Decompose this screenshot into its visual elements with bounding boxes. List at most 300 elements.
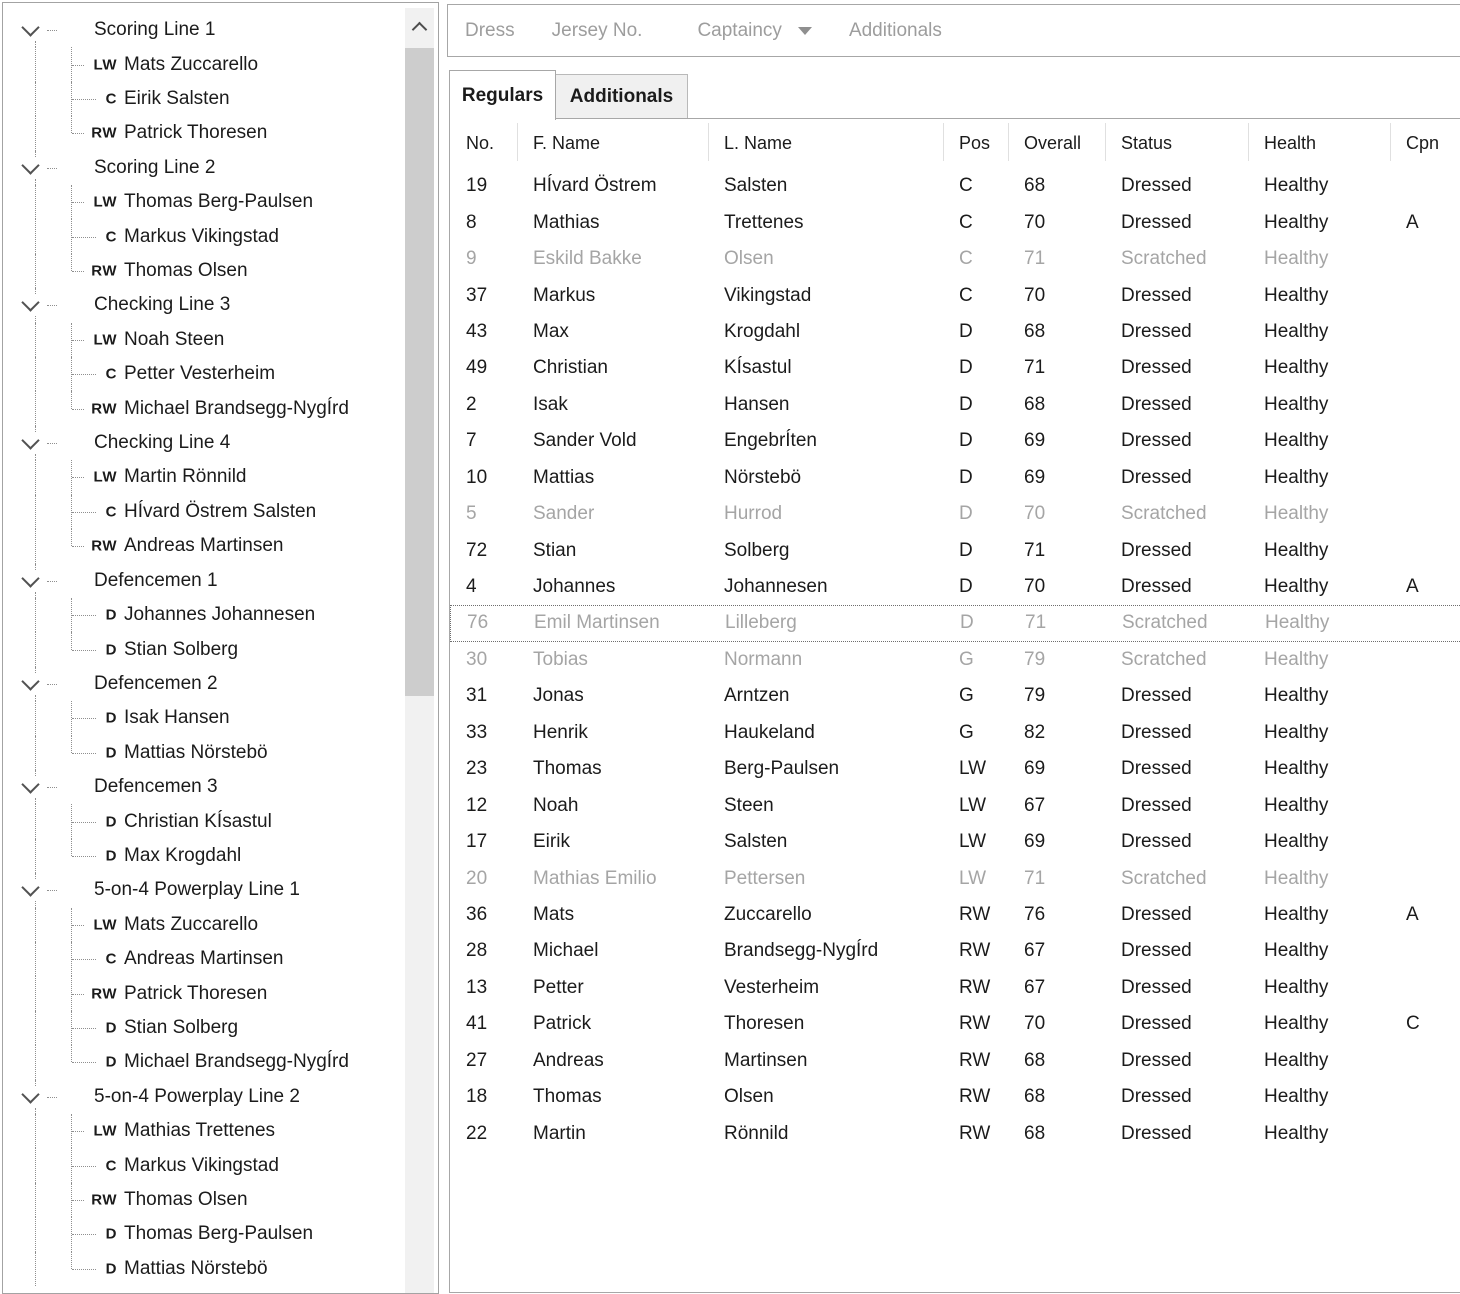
cell-pos: C: [959, 211, 973, 233]
cell-overall: 68: [1024, 1122, 1046, 1144]
cell-lname: Hansen: [724, 393, 790, 415]
tree-connector: [35, 770, 36, 776]
cell-health: Healthy: [1264, 794, 1329, 816]
tree-connector: [35, 288, 36, 294]
cell-fname: Patrick: [533, 1013, 592, 1035]
player-position-label: LW: [93, 331, 117, 349]
table-row[interactable]: [450, 605, 1460, 641]
cell-health: Healthy: [1264, 284, 1329, 306]
tree-player-row[interactable]: [3, 1011, 402, 1045]
tree-group-row[interactable]: [3, 564, 402, 598]
cell-health: Healthy: [1264, 503, 1329, 525]
cell-fname: Markus: [533, 284, 596, 306]
player-position-label: RW: [91, 985, 117, 1003]
tree-player-row[interactable]: [3, 1183, 402, 1217]
tree-player-row[interactable]: [3, 391, 402, 425]
table-row[interactable]: [450, 933, 1460, 969]
table-row[interactable]: [450, 1006, 1460, 1042]
cell-fname: Isak: [533, 393, 568, 415]
cell-overall: 70: [1024, 576, 1046, 598]
tree-player-row[interactable]: [3, 254, 402, 288]
table-header-row: [450, 119, 1460, 168]
cell-no: 43: [466, 320, 488, 342]
player-position-label: D: [105, 1053, 117, 1071]
cell-lname: Olsen: [724, 248, 774, 270]
cell-health: Healthy: [1264, 175, 1329, 197]
line-group-label: Checking Line 4: [94, 432, 231, 454]
cell-fname: Thomas: [533, 758, 602, 780]
line-group-label: 5-on-4 Powerplay Line 1: [94, 879, 300, 901]
tree-connector: [71, 1252, 72, 1269]
tree-group-row[interactable]: [3, 770, 402, 804]
toolbar-item-additionals[interactable]: [849, 20, 942, 42]
chevron-down-icon[interactable]: [21, 569, 39, 587]
chevron-down-icon[interactable]: [21, 294, 39, 312]
cell-health: Healthy: [1264, 940, 1329, 962]
column-header-overall[interactable]: Overall: [1008, 119, 1105, 168]
cell-overall: 68: [1024, 175, 1046, 197]
cell-lname: Lilleberg: [725, 612, 797, 634]
table-row[interactable]: [450, 423, 1460, 459]
tree-player-row[interactable]: [3, 460, 402, 494]
cell-health: Healthy: [1264, 831, 1329, 853]
cell-lname: Brandsegg-NygÍrd: [724, 940, 879, 962]
cell-fname: Noah: [533, 794, 579, 816]
tree-scrollbar[interactable]: [405, 8, 434, 1293]
player-name: Thomas Berg-Paulsen: [124, 1223, 314, 1245]
cell-no: 20: [466, 867, 488, 889]
tree-connector: [47, 1097, 57, 1098]
cell-cpn: C: [1406, 1013, 1420, 1035]
cell-lname: KÍsastul: [724, 357, 792, 379]
cell-health: Healthy: [1264, 721, 1329, 743]
cell-fname: Sander Vold: [533, 430, 637, 452]
tree-connector: [35, 185, 36, 219]
player-name: Stian Solberg: [124, 1016, 239, 1038]
cell-lname: Salsten: [724, 831, 788, 853]
chevron-down-icon[interactable]: [21, 1085, 39, 1103]
table-row[interactable]: [450, 897, 1460, 933]
tree-player-row[interactable]: [3, 323, 402, 357]
tree-player-row[interactable]: [3, 219, 402, 253]
tree-connector: [71, 1045, 72, 1062]
player-position-label: LW: [93, 916, 117, 934]
cell-no: 23: [466, 758, 488, 780]
cell-overall: 79: [1024, 648, 1046, 670]
cell-lname: Arntzen: [724, 685, 790, 707]
player-position-label: RW: [91, 1191, 117, 1209]
player-name: Andreas Martinsen: [124, 948, 284, 970]
column-header-cpn[interactable]: Cpn: [1390, 119, 1460, 168]
cell-health: Healthy: [1264, 758, 1329, 780]
cell-lname: Krogdahl: [724, 320, 801, 342]
tree-player-row[interactable]: [3, 1252, 402, 1286]
chevron-down-icon[interactable]: [21, 775, 39, 793]
tree-connector: [35, 1114, 36, 1148]
tree-player-row[interactable]: [3, 736, 402, 770]
cell-pos: D: [959, 320, 973, 342]
tree-player-row[interactable]: [3, 1045, 402, 1079]
tree-connector: [35, 47, 36, 81]
column-header-no[interactable]: No.: [466, 133, 495, 153]
toolbar-item-label: Jersey No.: [551, 19, 643, 41]
cell-no: 7: [466, 430, 477, 452]
tree-connector: [35, 495, 36, 529]
player-name: Petter Vesterheim: [124, 363, 276, 385]
cell-no: 10: [466, 466, 488, 488]
tree-group-row[interactable]: [3, 151, 402, 185]
cell-overall: 69: [1024, 831, 1046, 853]
cell-status: Scratched: [1121, 867, 1207, 889]
cell-no: 33: [466, 721, 488, 743]
tree-player-row[interactable]: [3, 632, 402, 666]
cell-no: 12: [466, 794, 488, 816]
player-position-label: LW: [93, 468, 117, 486]
cell-status: Dressed: [1121, 211, 1192, 233]
tree-player-row[interactable]: [3, 804, 402, 838]
player-name: Mats Zuccarello: [124, 913, 259, 935]
cell-lname: Pettersen: [724, 867, 806, 889]
tree-connector: [35, 391, 36, 425]
player-name: Mattias Nörstebö: [124, 1257, 268, 1279]
player-position-label: RW: [91, 537, 117, 555]
cell-fname: Mathias Emilio: [533, 867, 657, 889]
cell-fname: Eirik: [533, 831, 570, 853]
tree-connector: [71, 391, 72, 408]
table-row[interactable]: [450, 350, 1460, 386]
tree-connector: [47, 787, 57, 788]
tree-connector: [35, 667, 36, 673]
tree-connector: [47, 890, 57, 891]
table-row[interactable]: [450, 496, 1460, 532]
table-body: [450, 168, 1460, 1152]
table-row[interactable]: [450, 532, 1460, 568]
table-row[interactable]: [450, 970, 1460, 1006]
cell-fname: Andreas: [533, 1049, 604, 1071]
cell-status: Dressed: [1121, 393, 1192, 415]
cell-pos: D: [959, 357, 973, 379]
cell-status: Dressed: [1121, 685, 1192, 707]
column-header-status[interactable]: Status: [1105, 119, 1248, 168]
cell-overall: 82: [1024, 721, 1046, 743]
cell-no: 41: [466, 1013, 488, 1035]
player-name: Christian KÍsastul: [124, 810, 272, 832]
table-row[interactable]: [450, 824, 1460, 860]
chevron-down-icon[interactable]: [21, 19, 39, 37]
cell-status: Scratched: [1121, 248, 1207, 270]
tree-connector: [47, 168, 57, 169]
cell-pos: D: [959, 466, 973, 488]
table-row[interactable]: [450, 715, 1460, 751]
toolbar-item-captaincy[interactable]: [697, 20, 812, 42]
cell-no: 27: [466, 1049, 488, 1071]
cell-fname: Stian: [533, 539, 577, 561]
dropdown-caret-icon[interactable]: [798, 27, 812, 35]
cell-fname: Tobias: [533, 648, 588, 670]
cell-pos: RW: [959, 1086, 991, 1108]
cell-no: 36: [466, 903, 488, 925]
table-row[interactable]: [450, 1079, 1460, 1115]
line-group-label: Defencemen 2: [94, 672, 218, 694]
tree-connector: [35, 151, 36, 157]
toolbar: [447, 4, 1460, 57]
tree-player-row[interactable]: [3, 82, 402, 116]
cell-pos: RW: [959, 1013, 991, 1035]
cell-no: 76: [467, 612, 489, 634]
cell-status: Dressed: [1121, 357, 1192, 379]
player-position-label: C: [105, 90, 117, 108]
cell-status: Dressed: [1121, 831, 1192, 853]
tree-connector: [71, 254, 72, 271]
cell-lname: Johannesen: [724, 576, 828, 598]
cell-fname: Thomas: [533, 1086, 602, 1108]
tree-connector: [35, 460, 36, 494]
tree-player-row[interactable]: [3, 1217, 402, 1251]
cell-overall: 70: [1024, 503, 1046, 525]
table-row[interactable]: [450, 204, 1460, 240]
tree-connector: [35, 357, 36, 391]
table-row[interactable]: [450, 314, 1460, 350]
scrollbar-up-button[interactable]: [405, 8, 434, 46]
player-name: HÍvard Östrem Salsten: [124, 500, 317, 522]
cell-pos: G: [959, 685, 974, 707]
cell-health: Healthy: [1265, 612, 1330, 634]
chevron-down-icon[interactable]: [21, 156, 39, 174]
tree-connector: [35, 1045, 36, 1079]
tree-connector: [47, 30, 57, 31]
cell-overall: 71: [1024, 248, 1046, 270]
player-position-label: D: [105, 641, 117, 659]
cell-status: Dressed: [1121, 430, 1192, 452]
tree-group-row[interactable]: [3, 667, 402, 701]
table-row[interactable]: [450, 787, 1460, 823]
cell-no: 2: [466, 393, 477, 415]
tab-additionals[interactable]: Additionals: [556, 74, 688, 119]
player-name: Markus Vikingstad: [124, 225, 279, 247]
cell-pos: D: [959, 393, 973, 415]
cell-overall: 71: [1024, 357, 1046, 379]
tree-player-row[interactable]: [3, 598, 402, 632]
table-row[interactable]: [450, 751, 1460, 787]
cell-pos: LW: [959, 867, 987, 889]
table-row[interactable]: [450, 277, 1460, 313]
cell-overall: 71: [1025, 612, 1047, 634]
cell-overall: 68: [1024, 320, 1046, 342]
toolbar-item-dress[interactable]: [465, 20, 515, 42]
chevron-down-icon[interactable]: [21, 879, 39, 897]
tree-connector: [35, 839, 36, 873]
cell-no: 22: [466, 1122, 488, 1144]
cell-status: Dressed: [1121, 940, 1192, 962]
tree-connector: [35, 908, 36, 942]
cell-fname: Emil Martinsen: [534, 612, 660, 634]
cell-lname: Solberg: [724, 539, 790, 561]
cell-health: Healthy: [1264, 648, 1329, 670]
tree-connector: [35, 701, 36, 735]
cell-lname: Steen: [724, 794, 774, 816]
table-row[interactable]: [450, 241, 1460, 277]
cell-lname: Thoresen: [724, 1013, 805, 1035]
cell-overall: 70: [1024, 211, 1046, 233]
player-position-label: D: [105, 813, 117, 831]
table-row[interactable]: [450, 1115, 1460, 1151]
tree-connector: [71, 529, 72, 546]
cell-overall: 70: [1024, 1013, 1046, 1035]
cell-status: Dressed: [1121, 175, 1192, 197]
line-group-label: Defencemen 1: [94, 569, 218, 591]
tree-connector: [35, 942, 36, 976]
player-position-label: D: [105, 744, 117, 762]
tree-group-row[interactable]: [3, 426, 402, 460]
player-position-label: C: [105, 365, 117, 383]
tree-connector: [71, 116, 72, 133]
toolbar-item-jersey-no[interactable]: [552, 20, 643, 42]
tree-group-row[interactable]: [3, 1080, 402, 1114]
tree-connector: [71, 839, 72, 856]
tree-connector: [35, 736, 36, 770]
tree-player-row[interactable]: [3, 976, 402, 1010]
cell-pos: D: [959, 576, 973, 598]
cell-fname: Michael: [533, 940, 599, 962]
tree-connector: [35, 873, 36, 879]
cell-lname: Vikingstad: [724, 284, 812, 306]
lines-tree-panel: [2, 2, 439, 1294]
cell-no: 28: [466, 940, 488, 962]
tree-connector: [35, 632, 36, 666]
tree-player-row[interactable]: [3, 1148, 402, 1182]
chevron-down-icon[interactable]: [21, 672, 39, 690]
cell-fname: Henrik: [533, 721, 588, 743]
cell-status: Dressed: [1121, 284, 1192, 306]
tree-player-row[interactable]: [3, 839, 402, 873]
cell-health: Healthy: [1264, 430, 1329, 452]
tree-player-row[interactable]: [3, 1114, 402, 1148]
cell-status: Dressed: [1121, 1049, 1192, 1071]
player-name: Noah Steen: [124, 328, 225, 350]
cell-overall: 71: [1024, 539, 1046, 561]
tree-player-row[interactable]: [3, 116, 402, 150]
column-header-health[interactable]: Health: [1248, 119, 1390, 168]
table-row[interactable]: [450, 387, 1460, 423]
tree-player-row[interactable]: [3, 357, 402, 391]
table-row[interactable]: [450, 678, 1460, 714]
cell-fname: Max: [533, 320, 569, 342]
player-position-label: RW: [91, 124, 117, 142]
cell-health: Healthy: [1264, 1013, 1329, 1035]
tree-connector: [35, 1148, 36, 1182]
cell-lname: Vesterheim: [724, 976, 820, 998]
cell-no: 18: [466, 1086, 488, 1108]
cell-cpn: A: [1406, 903, 1419, 925]
cell-health: Healthy: [1264, 248, 1329, 270]
tree-group-row[interactable]: [3, 873, 402, 907]
cell-lname: Berg-Paulsen: [724, 758, 840, 780]
cell-overall: 68: [1024, 1049, 1046, 1071]
line-group-label: Scoring Line 2: [94, 156, 216, 178]
table-row[interactable]: [450, 569, 1460, 605]
cell-pos: RW: [959, 903, 991, 925]
cell-no: 30: [466, 648, 488, 670]
cell-no: 49: [466, 357, 488, 379]
tree-group-row[interactable]: [3, 288, 402, 322]
player-position-label: C: [105, 503, 117, 521]
cell-health: Healthy: [1264, 685, 1329, 707]
scrollbar-thumb[interactable]: [405, 48, 434, 696]
tab-regulars[interactable]: Regulars: [449, 70, 556, 120]
table-row[interactable]: [450, 168, 1460, 204]
tree-connector: [35, 1252, 36, 1286]
tree-connector: [47, 684, 57, 685]
player-position-label: C: [105, 950, 117, 968]
tree-group-row[interactable]: [3, 13, 402, 47]
cell-cpn: A: [1406, 576, 1419, 598]
cell-fname: Mats: [533, 903, 575, 925]
player-name: Mattias Nörstebö: [124, 741, 268, 763]
table-row[interactable]: [450, 860, 1460, 896]
player-position-label: D: [105, 1019, 117, 1037]
cell-overall: 68: [1024, 393, 1046, 415]
cell-lname: Zuccarello: [724, 903, 812, 925]
cell-overall: 69: [1024, 758, 1046, 780]
cell-status: Dressed: [1121, 976, 1192, 998]
tree-connector: [47, 305, 57, 306]
line-group-label: Checking Line 3: [94, 294, 231, 316]
tree-player-row[interactable]: [3, 185, 402, 219]
cell-status: Dressed: [1121, 320, 1192, 342]
column-header-lname[interactable]: L. Name: [708, 119, 943, 168]
chevron-down-icon[interactable]: [21, 431, 39, 449]
player-name: Andreas Martinsen: [124, 535, 284, 557]
tree-player-row[interactable]: [3, 495, 402, 529]
cell-health: Healthy: [1264, 211, 1329, 233]
tree-player-row[interactable]: [3, 942, 402, 976]
tree-connector: [35, 1217, 36, 1251]
player-position-label: C: [105, 228, 117, 246]
player-name: Patrick Thoresen: [124, 122, 268, 144]
cell-no: 8: [466, 211, 477, 233]
cell-pos: G: [959, 721, 974, 743]
table-row[interactable]: [450, 642, 1460, 678]
tree-connector: [47, 581, 57, 582]
cell-pos: D: [959, 539, 973, 561]
player-name: Martin Rönnild: [124, 466, 247, 488]
cell-fname: Petter: [533, 976, 584, 998]
cell-status: Dressed: [1121, 794, 1192, 816]
table-row[interactable]: [450, 460, 1460, 496]
column-header-fname[interactable]: F. Name: [517, 119, 708, 168]
tree-player-row[interactable]: [3, 47, 402, 81]
player-position-label: D: [105, 847, 117, 865]
tree-player-row[interactable]: [3, 908, 402, 942]
tree-connector: [35, 1080, 36, 1086]
tree-player-row[interactable]: [3, 529, 402, 563]
player-name: Patrick Thoresen: [124, 982, 268, 1004]
tree-connector: [35, 1183, 36, 1217]
cell-lname: Nörstebö: [724, 466, 802, 488]
tree-connector: [35, 323, 36, 357]
cell-pos: D: [960, 612, 974, 634]
cell-overall: 76: [1024, 903, 1046, 925]
cell-fname: Martin: [533, 1122, 586, 1144]
table-row[interactable]: [450, 1043, 1460, 1079]
column-header-pos[interactable]: Pos: [943, 119, 1008, 168]
tree-player-row[interactable]: [3, 701, 402, 735]
player-position-label: RW: [91, 400, 117, 418]
cell-no: 9: [466, 248, 477, 270]
player-name: Thomas Olsen: [124, 1189, 248, 1211]
toolbar-item-label: Dress: [465, 19, 515, 41]
cell-cpn: A: [1406, 211, 1419, 233]
